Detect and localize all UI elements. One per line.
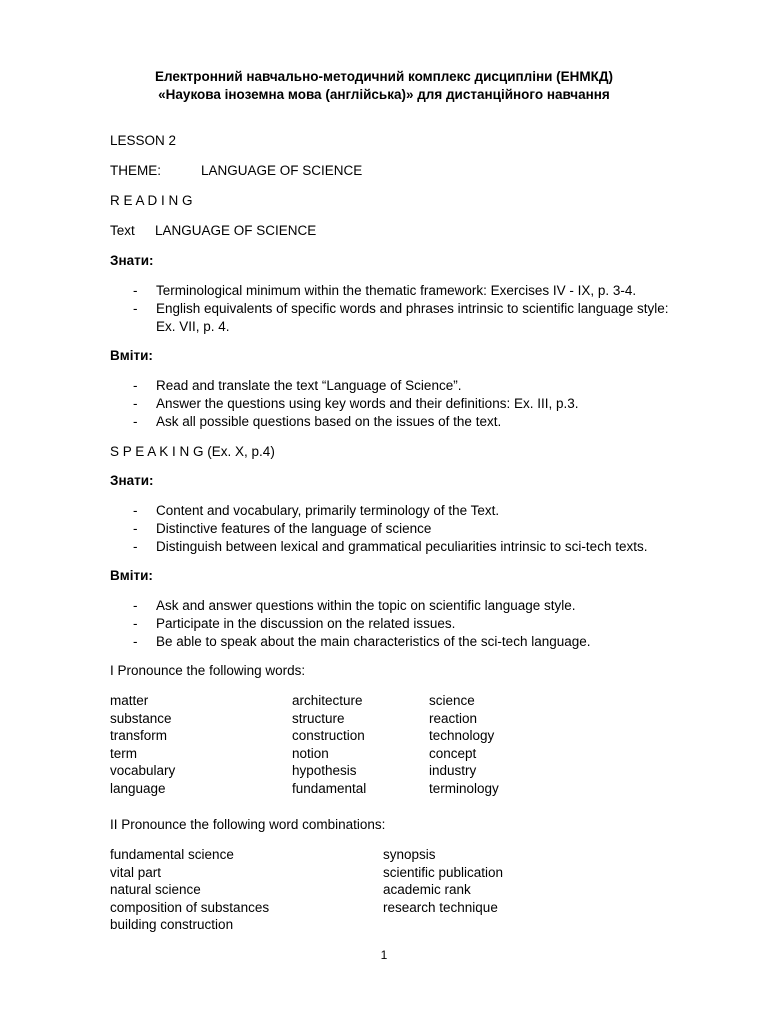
phrase-item: fundamental science	[110, 847, 234, 862]
list-item: - English equivalents of specific words and phrases intrinsic to scientific language style:	[133, 301, 669, 316]
speaking-know-list	[133, 502, 647, 556]
phrase-item: building construction	[110, 917, 234, 933]
word-item: matter	[110, 693, 149, 708]
reading-know-list	[133, 282, 669, 336]
word-item: structure	[292, 710, 345, 726]
exercise-1-title: I Pronounce the following words:	[110, 663, 306, 678]
document-header	[0, 68, 768, 104]
speaking-heading: S P E A K I N G (Ex. X, p.4)	[110, 444, 275, 459]
word-item: language	[110, 780, 166, 796]
phrase-item: composition of substances	[110, 899, 270, 915]
list-item: - Answer the questions using key words and their definitions: Ex. III, p.3.	[133, 396, 579, 411]
page-number: 1	[380, 948, 388, 962]
phrase-item: research technique	[383, 899, 498, 915]
phrase-item: synopsis	[383, 847, 436, 862]
exercise-1-column-2	[292, 692, 366, 798]
word-item: fundamental	[292, 780, 367, 796]
theme-value: LANGUAGE OF SCIENCE	[201, 163, 363, 178]
reading-can-heading: Вміти:	[110, 348, 153, 363]
word-item: concept	[429, 745, 477, 761]
list-item: - Read and translate the text “Language of Science”.	[133, 378, 462, 393]
speaking-can-list	[133, 597, 591, 651]
list-item: - Distinctive features of the language of science	[133, 521, 432, 536]
phrase-item: scientific publication	[383, 864, 504, 880]
word-item: construction	[292, 728, 365, 744]
word-item: industry	[429, 763, 477, 779]
exercise-1-column-1	[110, 692, 175, 798]
word-item: vocabulary	[110, 763, 176, 779]
theme-line	[110, 163, 362, 178]
speaking-can-heading: Вміти:	[110, 568, 153, 583]
list-item: - Terminological minimum within the thematic framework: Exercises IV - IX, p. 3-4.	[133, 283, 637, 298]
text-line	[110, 223, 316, 238]
word-item: notion	[292, 745, 329, 761]
phrase-item: natural science	[110, 882, 201, 898]
text-label: Text	[110, 223, 135, 238]
phrase-item: vital part	[110, 864, 162, 880]
list-item: - Participate in the discussion on the related issues.	[133, 616, 456, 631]
exercise-2-title: II Pronounce the following word combinations:	[110, 817, 386, 832]
exercise-1-column-3	[429, 692, 499, 798]
word-item: transform	[110, 728, 168, 744]
reading-heading: R E A D I N G	[110, 193, 193, 208]
list-item: - Ask all possible questions based on the issues of the text.	[133, 414, 502, 429]
reading-know-heading: Знати:	[110, 253, 154, 268]
word-item: substance	[110, 710, 172, 726]
theme-label: THEME:	[110, 163, 162, 178]
lesson-title: LESSON 2	[110, 133, 177, 148]
reading-can-list	[133, 377, 578, 431]
list-item-continuation: Ex. VII, p. 4.	[156, 319, 230, 334]
word-item: technology	[429, 728, 495, 744]
list-item: - Distinguish between lexical and grammatical peculiarities intrinsic to sci-tech texts.	[133, 539, 648, 554]
header-line-1: Електронний навчально-методичний комплекс дисципліни (ЕНМКД)	[154, 69, 614, 84]
text-value: LANGUAGE OF SCIENCE	[155, 223, 317, 238]
exercise-2-column-2	[383, 846, 503, 916]
list-item: - Ask and answer questions within the topic on scientific language style.	[133, 598, 576, 613]
list-item: - Content and vocabulary, primarily terminology of the Text.	[133, 503, 500, 518]
header-line-2: «Наукова іноземна мова (англійська)» для дистанційного навчання	[158, 87, 610, 102]
word-item: term	[110, 745, 137, 761]
exercise-2-column-1	[110, 846, 269, 934]
speaking-know-heading: Знати:	[110, 473, 154, 488]
word-item: science	[429, 693, 475, 708]
word-item: terminology	[429, 780, 499, 796]
word-item: architecture	[292, 693, 363, 708]
word-item: hypothesis	[292, 763, 357, 779]
phrase-item: academic rank	[383, 882, 471, 898]
word-item: reaction	[429, 710, 478, 726]
list-item: - Be able to speak about the main characteristics of the sci-tech language.	[133, 634, 591, 649]
